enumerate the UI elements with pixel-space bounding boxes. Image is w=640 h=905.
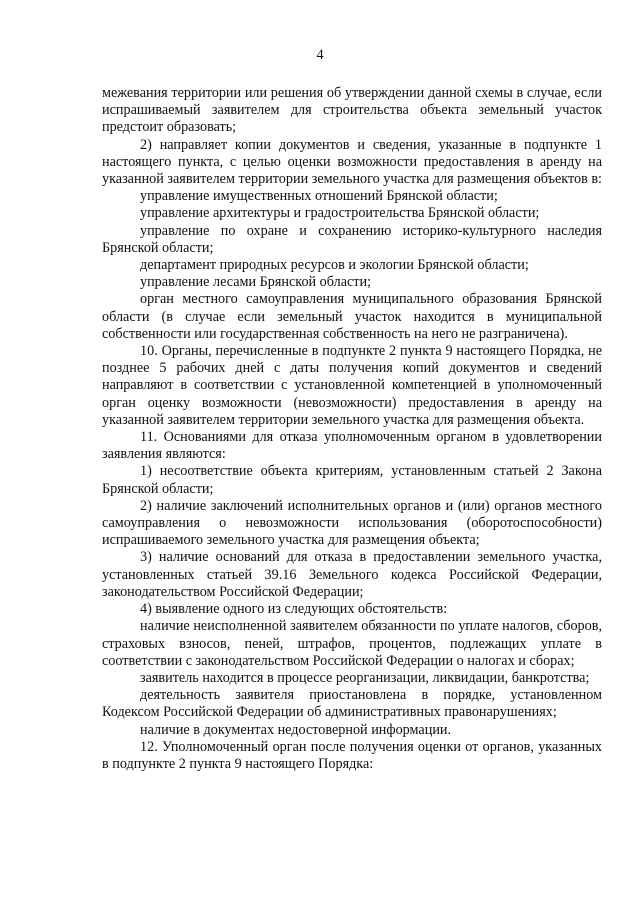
paragraph: межевания территории или решения об утверждении данной схемы в случае, если испрашиваемый заявителем для строительства объекта земельный участок предстоит образовать; xyxy=(102,85,602,136)
paragraph: наличие в документах недостоверной информации. xyxy=(140,721,452,738)
page-number: 4 xyxy=(316,47,324,63)
paragraph: 3) наличие оснований для отказа в предоставлении земельного участка, установленных статьей 39.16 Земельного кодекса Российской Федерации, законодательством Российской Федерации; xyxy=(102,549,602,600)
paragraph: 12. Уполномоченный орган после получения оценки от органов, указанных в подпункте 2 пункта 9 настоящего Порядка: xyxy=(102,738,602,772)
document-body xyxy=(102,85,602,773)
paragraph: департамент природных ресурсов и экологии Брянской области; xyxy=(140,257,529,274)
paragraph: 10. Органы, перечисленные в подпункте 2 пункта 9 настоящего Порядка, не позднее 5 рабочих дней с даты получения копий документов и сведений направляют в соответствии с установленной компетенцией в уполномоченный орган оценку возможности (невозможности) предоставления в аренду на указанной заявителем территории земельного участка для размещения объекта. xyxy=(102,343,602,428)
paragraph: 1) несоответствие объекта критериям, установленным статьей 2 Закона Брянской области; xyxy=(102,463,602,497)
paragraph: 2) наличие заключений исполнительных органов и (или) органов местного самоуправления о невозможности использования (оборотоспособности) испрашиваемого земельного участка для размещения объекта; xyxy=(102,497,602,549)
paragraph: управление лесами Брянской области; xyxy=(140,274,372,291)
paragraph: орган местного самоуправления муниципального образования Брянской области (в случае если земельный участок находится в муниципальной собственности или государственная собственность на него не разграничена). xyxy=(102,291,602,342)
paragraph: 4) выявление одного из следующих обстоятельств: xyxy=(140,601,448,618)
paragraph: деятельность заявителя приостановлена в порядке, установленном Кодексом Российской Федерации об административных правонарушениях; xyxy=(102,687,602,721)
paragraph: 11. Основаниями для отказа уполномоченным органом в удовлетворении заявления являются: xyxy=(102,429,602,463)
paragraph: наличие неисполненной заявителем обязанности по уплате налогов, сборов, страховых взносов, пеней, штрафов, процентов, подлежащих уплате в соответствии с законодательством Российской Федерации о налогах и сборах; xyxy=(102,618,602,669)
paragraph: 2) направляет копии документов и сведения, указанные в подпункте 1 настоящего пункта, с целью оценки возможности предоставления в аренду на указанной заявителем территории земельного участка для размещения объектов в: xyxy=(102,136,602,188)
paragraph: заявитель находится в процессе реорганизации, ликвидации, банкротства; xyxy=(140,669,590,686)
paragraph: управление имущественных отношений Брянской области; xyxy=(140,188,498,205)
paragraph: управление архитектуры и градостроительства Брянской области; xyxy=(140,205,540,222)
paragraph: управление по охране и сохранению историко-культурного наследия Брянской области; xyxy=(102,222,602,256)
